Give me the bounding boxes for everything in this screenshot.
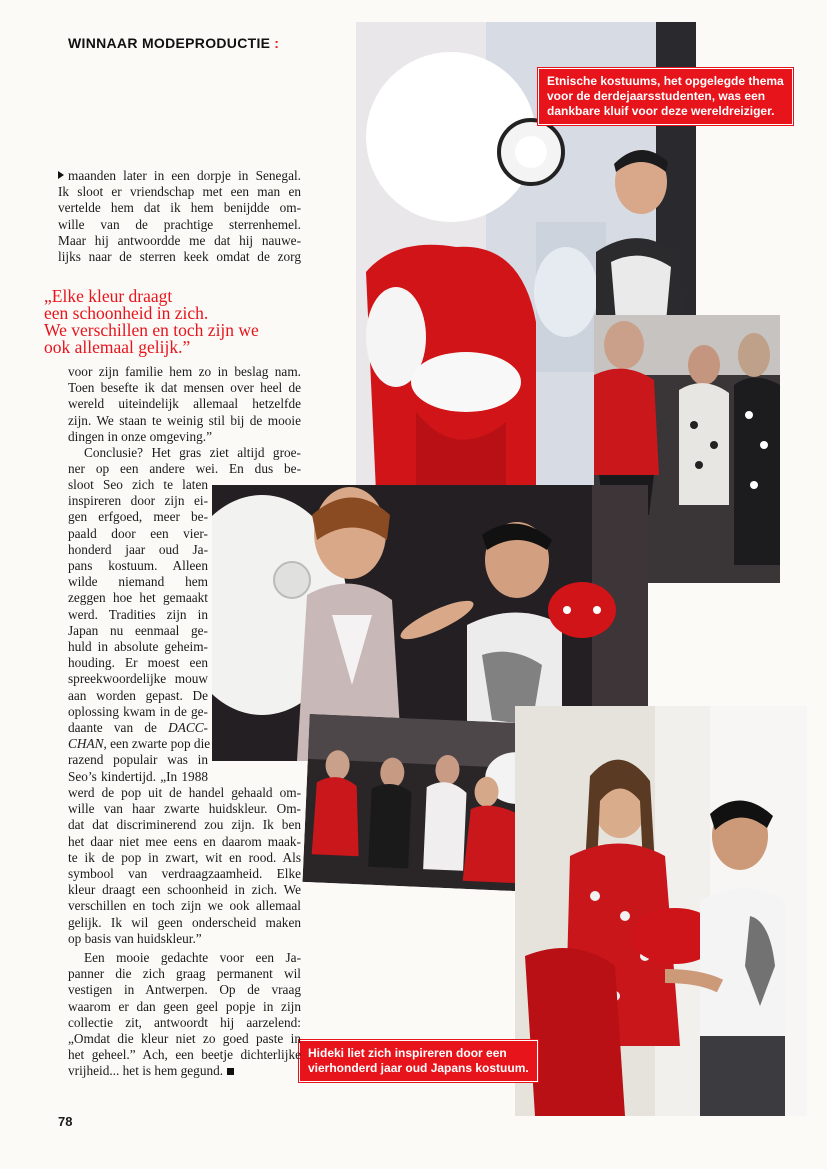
caption-line: Etnische kostuums, het opgelegde thema	[547, 74, 784, 88]
caption-top	[538, 68, 793, 125]
body-line: Seo’s kindertijd. „In 1988	[68, 768, 208, 784]
body-line: inspireren door zijn ei-	[68, 493, 208, 509]
caption-line: Hideki liet zich inspireren door een	[308, 1046, 507, 1060]
body-line: spreekwoordelijke mouw	[68, 671, 208, 687]
body-line: pans kostuum. Alleen	[68, 558, 208, 574]
body-paragraph-1	[58, 168, 301, 265]
body-paragraph-3-bottom	[68, 785, 301, 947]
body-line: werd. Tradities zijn in	[68, 606, 208, 622]
body-line: paald door een vier-	[68, 525, 208, 541]
body-line: huld in absolute geheim-	[68, 639, 208, 655]
body-line: op basis van huidskleur.”	[68, 930, 202, 946]
body-line: CHAN, een zwarte pop die	[68, 736, 211, 752]
body-line: maanden later in een dorpje in Senegal.	[58, 168, 301, 184]
pull-quote-line: „Elke kleur draagt	[44, 286, 173, 306]
pull-quote	[44, 288, 304, 356]
body-line: symbool van verdraagzaamheid. Elke	[68, 866, 301, 882]
body-line: Conclusie? Het gras ziet altijd groe-	[84, 445, 301, 460]
body-line: razend populair was in	[68, 752, 208, 768]
body-line: oplossing kwam in de ge-	[68, 703, 208, 719]
body-line: dingen in onze omgeving.”	[68, 428, 213, 444]
continuation-arrow-icon	[58, 171, 64, 179]
body-line: vrijheid... het is hem gegund.	[68, 1063, 301, 1079]
pull-quote-line: We verschillen en toch zijn we	[44, 320, 259, 340]
body-line: wille van de prachtige sterrenhemel.	[58, 216, 301, 232]
body-paragraph-2	[68, 364, 301, 445]
caption-line: voor de derdejaarsstudenten, was een	[547, 89, 766, 103]
body-line: gen erfgoed, meer be-	[68, 509, 208, 525]
body-line: verschillen en toch zijn we ook allemaal	[68, 898, 301, 914]
body-line: het daar niet mee eens en daarom maak-	[68, 833, 301, 849]
caption-line: vierhonderd jaar oud Japans kostuum.	[308, 1061, 529, 1075]
end-mark-icon	[227, 1068, 234, 1075]
body-line: Een mooie gedachte voor een Ja-	[84, 950, 301, 965]
header-colon: :	[274, 35, 280, 51]
body-line: kleur draagt een schoonheid in zich. We	[68, 882, 301, 898]
body-line: Ik sloot er vriendschap met een man en	[58, 184, 301, 200]
body-line: vestigen in Antwerpen. Op de vraag	[68, 982, 301, 998]
body-line: aan worden gepast. De	[68, 687, 208, 703]
body-line: vertelde hem dat ik hem benijdde om-	[58, 200, 301, 216]
body-line: honderd jaar oud Ja-	[68, 541, 208, 557]
body-line: collectie zit, antwoordt hij aarzelend:	[68, 1014, 301, 1030]
caption-bottom	[299, 1040, 538, 1082]
body-line: zeggen hoe het gemaakt	[68, 590, 208, 606]
body-line: wille van haar zwarte huidskleur. Om-	[68, 801, 301, 817]
body-line: dat dat discriminerend zou zijn. Ik ben	[68, 817, 301, 833]
caption-line: dankbare kluif voor deze wereldreiziger.	[547, 104, 775, 118]
body-line: lijks naar de sterren keek omdat de zorg	[58, 249, 301, 265]
body-line: voor zijn familie hem zo in beslag nam.	[68, 364, 301, 379]
body-line: panner die zich graag permanent wil	[68, 966, 301, 982]
body-line: Japan nu eenmaal ge-	[68, 622, 208, 638]
body-line: Toen besefte ik dat mensen over heel de	[68, 380, 301, 396]
photo-hideki-fitting	[515, 706, 807, 1116]
pull-quote-line: ook allemaal gelijk.”	[44, 337, 191, 357]
pull-quote-line: een schoonheid in zich.	[44, 303, 209, 323]
body-line: wereld uiteindelijk allemaal hetzelfde	[68, 396, 301, 412]
body-line: ner op een andere wei. En dus be-	[68, 461, 301, 477]
body-paragraph-3-top	[68, 445, 301, 477]
body-line: gelijk. Ik wil geen onderscheid maken	[68, 914, 301, 930]
body-line: het geheel.” Ach, een beetje dichterlijke	[68, 1047, 301, 1063]
body-paragraph-3-wrap	[68, 477, 211, 785]
section-header	[68, 35, 279, 51]
page-number: 78	[58, 1114, 73, 1129]
body-line: wilde niemand hem	[68, 574, 208, 590]
body-line: „Omdat die kleur niet zo goed paste in	[68, 1031, 301, 1047]
body-line: Maar hij antwoordde me dat hij nauwe-	[58, 232, 301, 248]
body-line: daante van de DACC-	[68, 720, 208, 736]
body-paragraph-4	[68, 950, 301, 1080]
body-line: zijn. We staan te weinig stil bij de mooie	[68, 412, 301, 428]
body-line: houding. Er moest een	[68, 655, 208, 671]
section-title: WINNAAR MODEPRODUCTIE	[68, 35, 271, 51]
body-line: sloot Seo zich te laten	[68, 477, 208, 492]
body-line: werd de pop uit de handel gehaald om-	[68, 785, 301, 800]
body-line: te ik de pop in zwart, wit en rood. Als	[68, 849, 301, 865]
body-line: waarom er dan geen geel popje in zijn	[68, 998, 301, 1014]
